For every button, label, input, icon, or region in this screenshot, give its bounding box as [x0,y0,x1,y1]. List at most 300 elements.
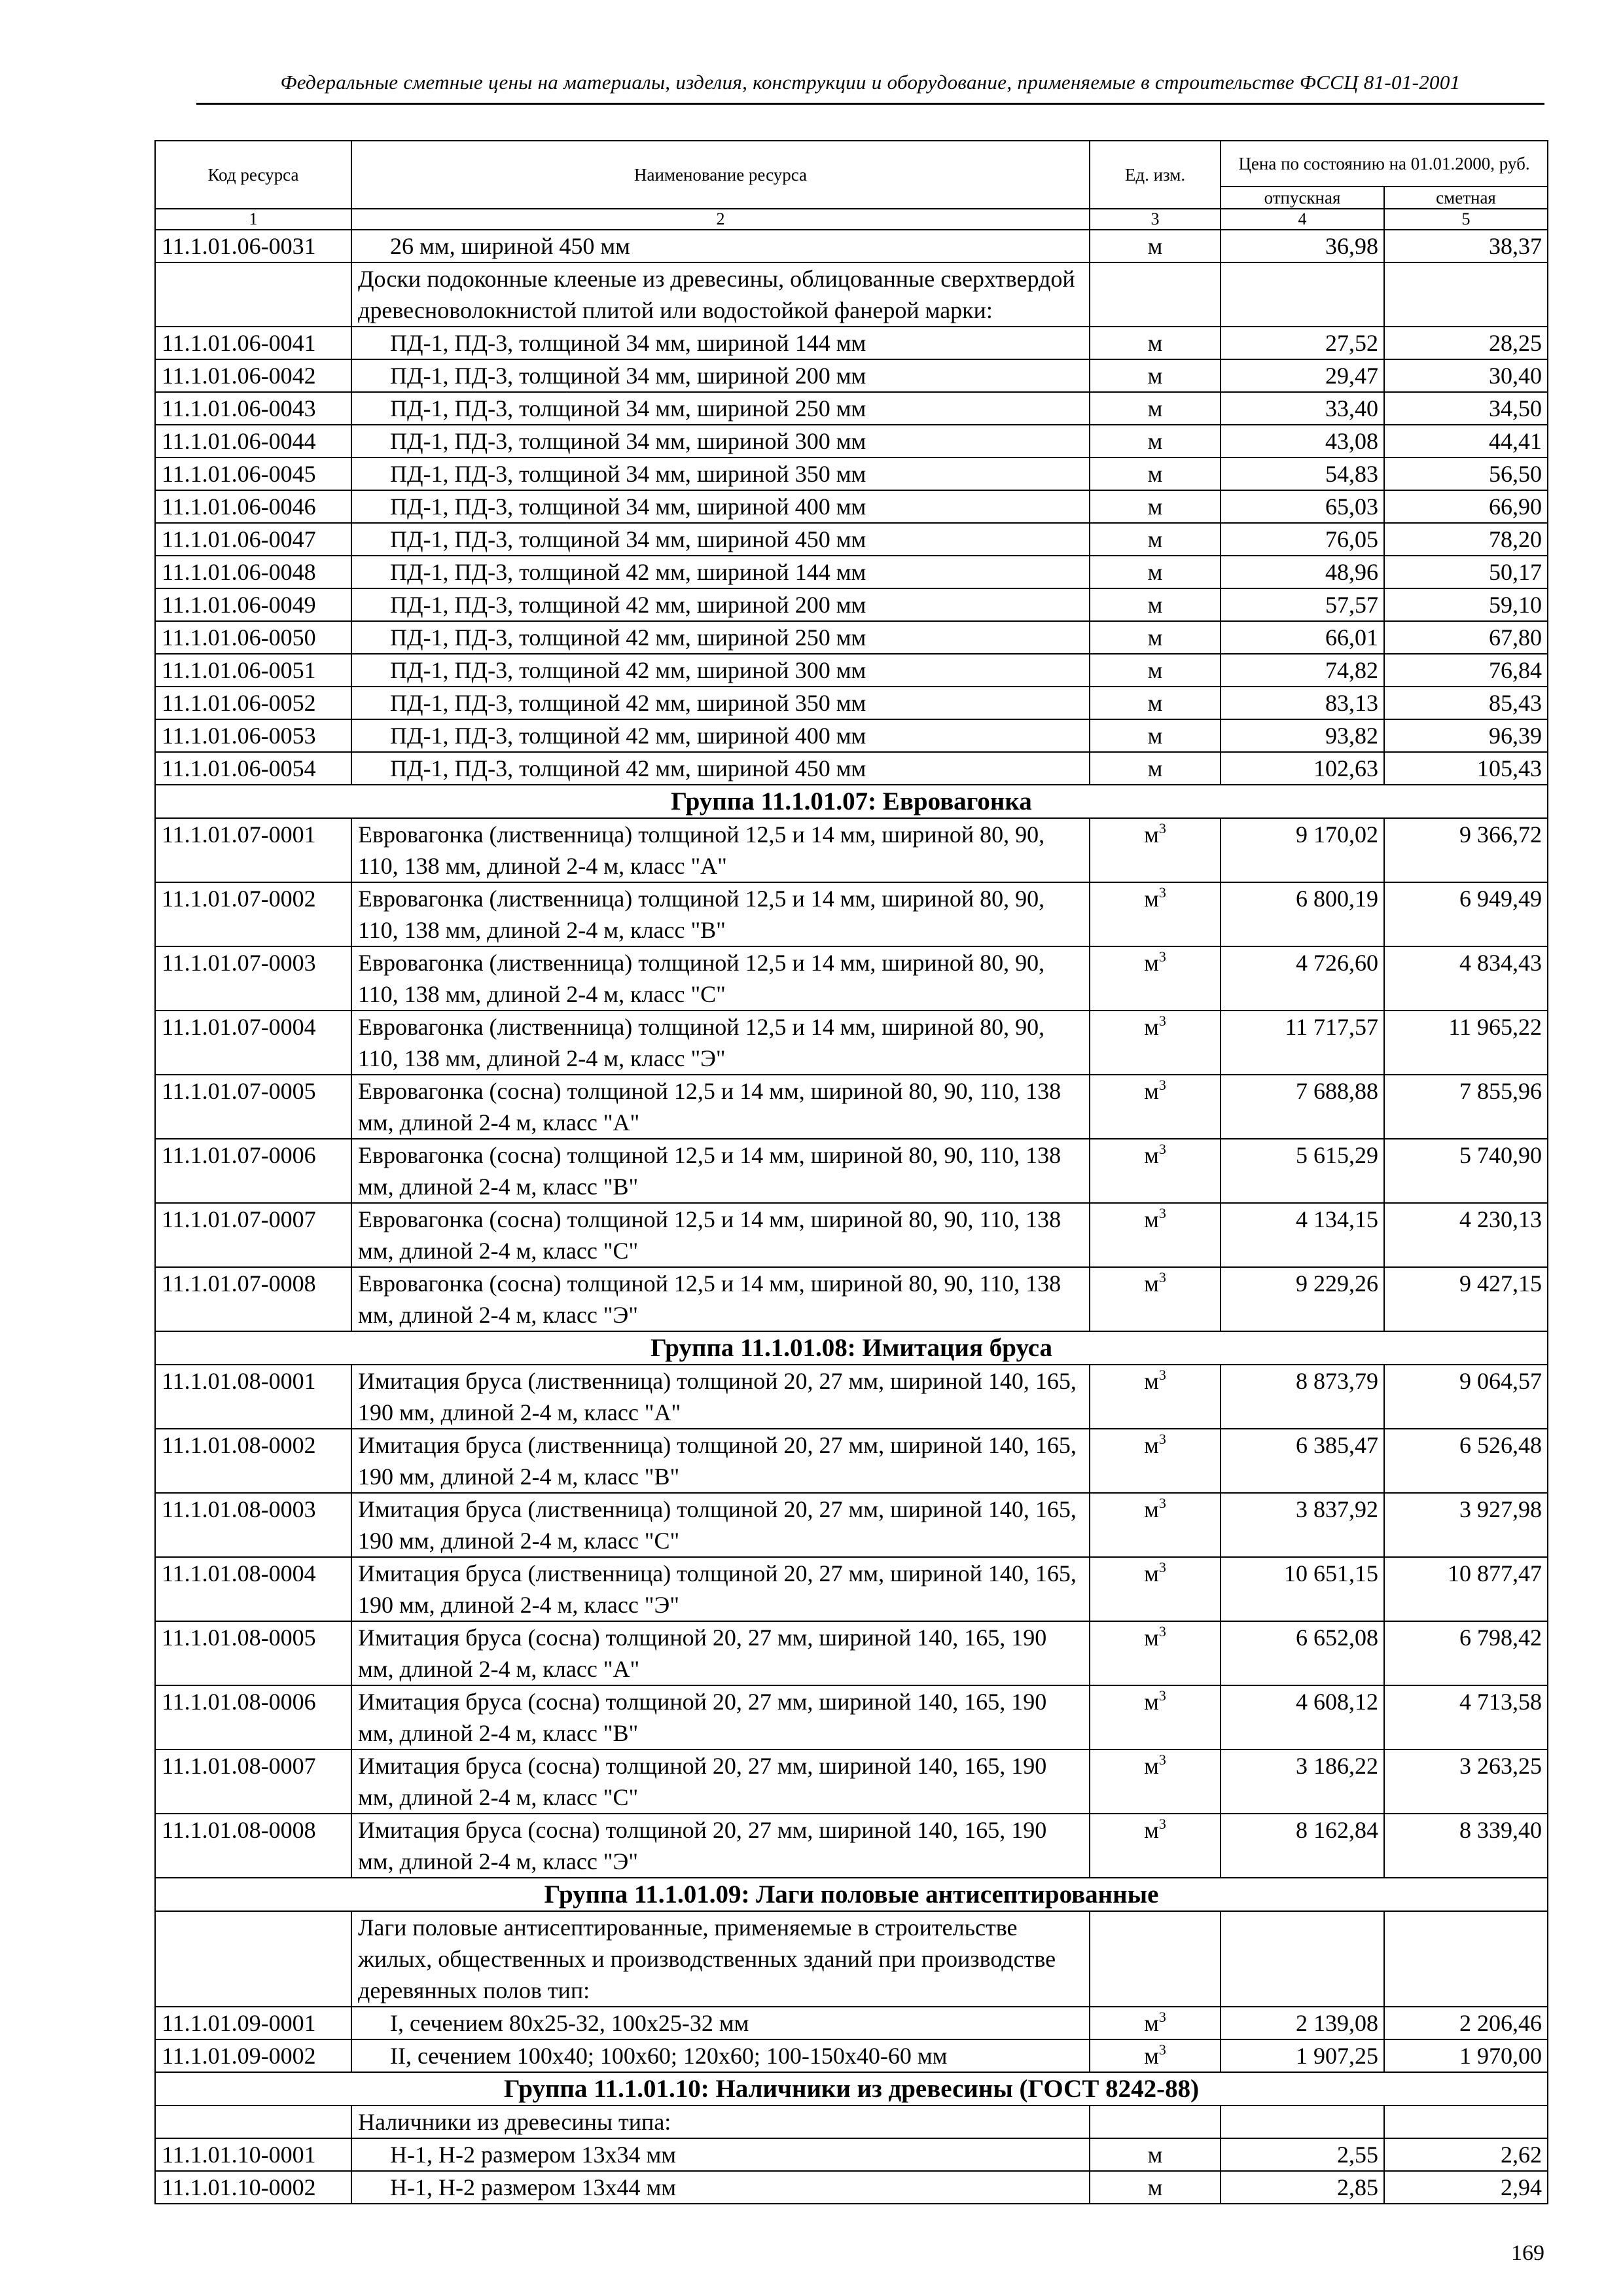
unit-text: м [1147,755,1163,781]
estimate-price: 66,90 [1384,490,1548,523]
estimate-price: 6 526,48 [1384,1429,1548,1493]
release-price: 93,82 [1221,719,1384,752]
group-header-row [155,1878,1548,1911]
resource-code: 11.1.01.06-0044 [155,425,351,457]
unit-of-measure [1090,882,1221,946]
unit-text: м [1144,950,1159,976]
resource-code: 11.1.01.10-0001 [155,2138,351,2171]
unit-text: м [1144,1270,1159,1297]
release-price: 43,08 [1221,425,1384,457]
unit-exponent: 3 [1158,1077,1166,1093]
page-number: 169 [1511,2241,1544,2265]
unit-text: м [1147,461,1163,487]
estimate-price: 38,37 [1384,230,1548,262]
resource-code: 11.1.01.08-0005 [155,1621,351,1685]
resource-name: ПД-1, ПД-3, толщиной 34 мм, шириной 450 мм [351,523,1090,556]
resource-code: 11.1.01.06-0052 [155,687,351,719]
unit-exponent: 3 [1158,948,1166,965]
resource-code: 11.1.01.10-0002 [155,2171,351,2204]
unit-of-measure [1090,588,1221,621]
unit-of-measure [1090,1557,1221,1621]
estimate-price: 8 339,40 [1384,1814,1548,1878]
unit-exponent: 3 [1158,1559,1166,1575]
resource-name: ПД-1, ПД-3, толщиной 42 мм, шириной 250 мм [351,621,1090,654]
unit-of-measure [1090,392,1221,425]
estimate-price: 3 927,98 [1384,1493,1548,1557]
unit-of-measure [1090,359,1221,392]
group-header-row [155,2072,1548,2106]
group-header-row [155,1331,1548,1365]
table-row [155,1139,1548,1203]
resource-name: I, сечением 80х25-32, 100х25-32 мм [351,2007,1090,2039]
release-price-cell [1221,262,1384,327]
release-price: 4 608,12 [1221,1685,1384,1749]
table-row [155,2039,1548,2072]
description-row [155,262,1548,327]
unit-text: м [1144,1206,1159,1232]
unit-of-measure [1090,457,1221,490]
resource-name: ПД-1, ПД-3, толщиной 34 мм, шириной 144 мм [351,327,1090,359]
table-row [155,457,1548,490]
unit-text: м [1144,1560,1159,1587]
unit-text: м [1147,2174,1163,2200]
unit-of-measure [1090,1139,1221,1203]
resource-code: 11.1.01.08-0003 [155,1493,351,1557]
unit-text: м [1147,592,1163,618]
unit-exponent: 3 [1158,1816,1166,1832]
group-title: Группа 11.1.01.09: Лаги половые антисептированные [155,1878,1548,1911]
resource-name: Имитация бруса (сосна) толщиной 20, 27 мм, шириной 140, 165, 190 мм, длиной 2-4 м, класс "А" [351,1621,1090,1685]
estimate-price: 4 230,13 [1384,1203,1548,1267]
unit-text: м [1144,2010,1159,2036]
unit-text: м [1147,330,1163,356]
unit-exponent: 3 [1158,1495,1166,1511]
unit-of-measure [1090,818,1221,882]
resource-name: ПД-1, ПД-3, толщиной 42 мм, шириной 450 мм [351,752,1090,785]
resource-code: 11.1.01.06-0054 [155,752,351,785]
estimate-price: 4 713,58 [1384,1685,1548,1749]
unit-of-measure [1090,230,1221,262]
estimate-price: 76,84 [1384,654,1548,687]
resource-name: Имитация бруса (лиственница) толщиной 20, 27 мм, шириной 140, 165, 190 мм, длиной 2-4 м, класс "А" [351,1365,1090,1429]
release-price: 2,55 [1221,2138,1384,2171]
unit-exponent: 3 [1158,1205,1166,1221]
estimate-price: 9 064,57 [1384,1365,1548,1429]
resource-name: Евровагонка (лиственница) толщиной 12,5 и 14 мм, шириной 80, 90, 110, 138 мм, длиной 2-4 м, класс "В" [351,882,1090,946]
resource-code: 11.1.01.06-0048 [155,556,351,588]
unit-text: м [1147,2142,1163,2168]
resource-code: 11.1.01.08-0006 [155,1685,351,1749]
resource-code: 11.1.01.06-0043 [155,392,351,425]
resource-code-cell [155,2106,351,2138]
unit-text: м [1144,886,1159,912]
estimate-price: 6 798,42 [1384,1621,1548,1685]
unit-of-measure [1090,1267,1221,1331]
unit-of-measure [1090,1365,1221,1429]
resource-code: 11.1.01.06-0047 [155,523,351,556]
resource-code: 11.1.01.09-0001 [155,2007,351,2039]
unit-text: м [1144,1689,1159,1715]
table-row [155,687,1548,719]
table-row [155,523,1548,556]
resource-code: 11.1.01.07-0008 [155,1267,351,1331]
unit-text: м [1144,1624,1159,1651]
unit-cell [1090,262,1221,327]
unit-of-measure [1090,1685,1221,1749]
table-row [155,1365,1548,1429]
table-row [155,621,1548,654]
group-title: Группа 11.1.01.07: Евровагонка [155,785,1548,818]
unit-text: м [1147,657,1163,683]
resource-name: Имитация бруса (сосна) толщиной 20, 27 мм, шириной 140, 165, 190 мм, длиной 2-4 м, класс "В" [351,1685,1090,1749]
table-row [155,719,1548,752]
release-price: 3 837,92 [1221,1493,1384,1557]
release-price: 9 229,26 [1221,1267,1384,1331]
unit-cell [1090,2106,1221,2138]
table-row [155,752,1548,785]
resource-name: Евровагонка (лиственница) толщиной 12,5 и 14 мм, шириной 80, 90, 110, 138 мм, длиной 2-4 м, класс "А" [351,818,1090,882]
estimate-price: 6 949,49 [1384,882,1548,946]
unit-of-measure [1090,1621,1221,1685]
resource-name: ПД-1, ПД-3, толщиной 34 мм, шириной 300 мм [351,425,1090,457]
table-row [155,1493,1548,1557]
table-row [155,1075,1548,1139]
table-row [155,392,1548,425]
resource-name: ПД-1, ПД-3, толщиной 34 мм, шириной 250 мм [351,392,1090,425]
resource-code: 11.1.01.06-0049 [155,588,351,621]
unit-of-measure [1090,1203,1221,1267]
estimate-price: 4 834,43 [1384,946,1548,1011]
resource-code: 11.1.01.08-0008 [155,1814,351,1878]
header-release-price: отпускная [1221,187,1384,209]
release-price-cell [1221,1911,1384,2007]
release-price: 6 800,19 [1221,882,1384,946]
table-row [155,556,1548,588]
resource-name: Имитация бруса (лиственница) толщиной 20, 27 мм, шириной 140, 165, 190 мм, длиной 2-4 м, класс "С" [351,1493,1090,1557]
unit-cell [1090,1911,1221,2007]
unit-text: м [1147,428,1163,454]
table-row [155,1814,1548,1878]
unit-text: м [1144,1432,1159,1458]
resource-code: 11.1.01.06-0045 [155,457,351,490]
release-price: 8 873,79 [1221,1365,1384,1429]
column-number: 1 [155,209,351,230]
unit-of-measure [1090,523,1221,556]
release-price: 33,40 [1221,392,1384,425]
release-price: 83,13 [1221,687,1384,719]
header-price: Цена по состоянию на 01.01.2000, руб. [1221,141,1548,187]
unit-of-measure [1090,327,1221,359]
estimate-price: 78,20 [1384,523,1548,556]
unit-text: м [1147,690,1163,716]
release-price: 57,57 [1221,588,1384,621]
table-row [155,946,1548,1011]
table-row [155,230,1548,262]
unit-of-measure [1090,556,1221,588]
estimate-price: 67,80 [1384,621,1548,654]
release-price: 8 162,84 [1221,1814,1384,1878]
table-row [155,327,1548,359]
unit-text: м [1144,1496,1159,1522]
release-price: 2,85 [1221,2171,1384,2204]
table-row [155,1749,1548,1814]
release-price: 66,01 [1221,621,1384,654]
table-row [155,359,1548,392]
unit-text: м [1144,1368,1159,1394]
unit-exponent: 3 [1158,1431,1166,1447]
resource-code: 11.1.01.06-0053 [155,719,351,752]
release-price: 10 651,15 [1221,1557,1384,1621]
resource-name: ПД-1, ПД-3, толщиной 42 мм, шириной 400 мм [351,719,1090,752]
resource-code-cell [155,1911,351,2007]
unit-text: м [1144,2043,1159,2069]
estimate-price: 85,43 [1384,687,1548,719]
estimate-price: 30,40 [1384,359,1548,392]
estimate-price: 2 206,46 [1384,2007,1548,2039]
unit-of-measure [1090,687,1221,719]
unit-of-measure [1090,1749,1221,1814]
table-row [155,425,1548,457]
resource-name: Евровагонка (сосна) толщиной 12,5 и 14 мм, шириной 80, 90, 110, 138 мм, длиной 2-4 м, класс "А" [351,1075,1090,1139]
description-row [155,2106,1548,2138]
resource-code: 11.1.01.08-0002 [155,1429,351,1493]
resource-name: Евровагонка (сосна) толщиной 12,5 и 14 мм, шириной 80, 90, 110, 138 мм, длиной 2-4 м, класс "В" [351,1139,1090,1203]
group-title: Группа 11.1.01.10: Наличники из древесины (ГОСТ 8242-88) [155,2072,1548,2106]
table-body [155,230,1548,2204]
resource-code: 11.1.01.06-0051 [155,654,351,687]
header-code: Код ресурса [155,141,351,209]
unit-of-measure [1090,425,1221,457]
unit-of-measure [1090,1075,1221,1139]
unit-of-measure [1090,2171,1221,2204]
table-row [155,1011,1548,1075]
unit-of-measure [1090,2039,1221,2072]
unit-of-measure [1090,719,1221,752]
unit-exponent: 3 [1158,1269,1166,1285]
table-row [155,1621,1548,1685]
table-row [155,2007,1548,2039]
estimate-price: 11 965,22 [1384,1011,1548,1075]
resource-code: 11.1.01.06-0050 [155,621,351,654]
estimate-price: 105,43 [1384,752,1548,785]
release-price: 9 170,02 [1221,818,1384,882]
unit-text: м [1147,363,1163,389]
estimate-price: 2,62 [1384,2138,1548,2171]
estimate-price: 96,39 [1384,719,1548,752]
estimate-price: 9 427,15 [1384,1267,1548,1331]
table-row [155,2171,1548,2204]
resource-code: 11.1.01.08-0007 [155,1749,351,1814]
unit-exponent: 3 [1158,2041,1166,2058]
estimate-price: 3 263,25 [1384,1749,1548,1814]
resource-code: 11.1.01.07-0003 [155,946,351,1011]
unit-text: м [1144,1753,1159,1779]
estimate-price: 2,94 [1384,2171,1548,2204]
resource-name: ПД-1, ПД-3, толщиной 42 мм, шириной 350 мм [351,687,1090,719]
unit-text: м [1144,1078,1159,1104]
price-table [154,140,1548,2204]
table-row [155,588,1548,621]
resource-name: ПД-1, ПД-3, толщиной 34 мм, шириной 200 мм [351,359,1090,392]
resource-code: 11.1.01.08-0004 [155,1557,351,1621]
unit-exponent: 3 [1158,2009,1166,2025]
unit-exponent: 3 [1158,884,1166,901]
table-row [155,1429,1548,1493]
release-price: 5 615,29 [1221,1139,1384,1203]
resource-code: 11.1.01.07-0004 [155,1011,351,1075]
unit-text: м [1144,1817,1159,1843]
release-price: 6 652,08 [1221,1621,1384,1685]
unit-exponent: 3 [1158,1751,1166,1768]
unit-text: м [1147,723,1163,749]
resource-code: 11.1.01.07-0006 [155,1139,351,1203]
column-number: 3 [1090,209,1221,230]
column-number: 2 [351,209,1090,230]
resource-description: Доски подоконные клееные из древесины, облицованные сверхтвердой древесноволокнистой плитой или водостойкой фанерой марки: [351,262,1090,327]
unit-text: м [1147,559,1163,585]
estimate-price: 59,10 [1384,588,1548,621]
unit-of-measure [1090,1011,1221,1075]
table-row [155,1557,1548,1621]
release-price: 36,98 [1221,230,1384,262]
table-row [155,490,1548,523]
unit-of-measure [1090,621,1221,654]
unit-of-measure [1090,752,1221,785]
resource-name: Имитация бруса (сосна) толщиной 20, 27 мм, шириной 140, 165, 190 мм, длиной 2-4 м, класс "С" [351,1749,1090,1814]
release-price: 102,63 [1221,752,1384,785]
resource-code: 11.1.01.06-0031 [155,230,351,262]
table-row [155,654,1548,687]
header-unit: Ед. изм. [1090,141,1221,209]
estimate-price-cell [1384,1911,1548,2007]
estimate-price-cell [1384,262,1548,327]
release-price: 11 717,57 [1221,1011,1384,1075]
release-price: 74,82 [1221,654,1384,687]
release-price: 2 139,08 [1221,2007,1384,2039]
header-rule [196,103,1544,105]
resource-code: 11.1.01.06-0042 [155,359,351,392]
running-header: Федеральные сметные цены на материалы, изделия, конструкции и оборудование, применяемые в строительстве ФССЦ 81-01-2001 [280,71,1461,94]
resource-name: Имитация бруса (сосна) толщиной 20, 27 мм, шириной 140, 165, 190 мм, длиной 2-4 м, класс "Э" [351,1814,1090,1878]
release-price: 54,83 [1221,457,1384,490]
unit-of-measure [1090,2138,1221,2171]
unit-exponent: 3 [1158,820,1166,836]
resource-code: 11.1.01.06-0046 [155,490,351,523]
unit-text: м [1147,395,1163,422]
unit-exponent: 3 [1158,1623,1166,1640]
release-price: 7 688,88 [1221,1075,1384,1139]
unit-of-measure [1090,1814,1221,1878]
unit-text: м [1147,624,1163,651]
estimate-price: 5 740,90 [1384,1139,1548,1203]
estimate-price: 1 970,00 [1384,2039,1548,2072]
resource-code: 11.1.01.09-0002 [155,2039,351,2072]
unit-of-measure [1090,1493,1221,1557]
estimate-price: 10 877,47 [1384,1557,1548,1621]
resource-code: 11.1.01.07-0007 [155,1203,351,1267]
resource-name: ПД-1, ПД-3, толщиной 42 мм, шириной 200 мм [351,588,1090,621]
resource-name: Евровагонка (лиственница) толщиной 12,5 и 14 мм, шириной 80, 90, 110, 138 мм, длиной 2-4 м, класс "С" [351,946,1090,1011]
unit-text: м [1144,1014,1159,1040]
unit-exponent: 3 [1158,1687,1166,1704]
group-title: Группа 11.1.01.08: Имитация бруса [155,1331,1548,1365]
resource-code-cell [155,262,351,327]
unit-exponent: 3 [1158,1367,1166,1383]
header-name: Наименование ресурса [351,141,1090,209]
resource-description: Лаги половые антисептированные, применяемые в строительстве жилых, общественных и производственных зданий при производстве деревянных полов тип: [351,1911,1090,2007]
release-price: 29,47 [1221,359,1384,392]
unit-of-measure [1090,654,1221,687]
estimate-price: 56,50 [1384,457,1548,490]
unit-of-measure [1090,2007,1221,2039]
resource-name: Евровагонка (сосна) толщиной 12,5 и 14 мм, шириной 80, 90, 110, 138 мм, длиной 2-4 м, класс "С" [351,1203,1090,1267]
resource-name: ПД-1, ПД-3, толщиной 34 мм, шириной 400 мм [351,490,1090,523]
estimate-price: 50,17 [1384,556,1548,588]
header-estimate-price: сметная [1384,187,1548,209]
estimate-price-cell [1384,2106,1548,2138]
unit-of-measure [1090,1429,1221,1493]
unit-text: м [1147,526,1163,552]
resource-code: 11.1.01.07-0005 [155,1075,351,1139]
unit-exponent: 3 [1158,1141,1166,1157]
release-price-cell [1221,2106,1384,2138]
column-number: 4 [1221,209,1384,230]
resource-code: 11.1.01.07-0001 [155,818,351,882]
resource-name: Имитация бруса (лиственница) толщиной 20, 27 мм, шириной 140, 165, 190 мм, длиной 2-4 м, класс "Э" [351,1557,1090,1621]
release-price: 27,52 [1221,327,1384,359]
unit-text: м [1144,1142,1159,1168]
estimate-price: 34,50 [1384,392,1548,425]
group-header-row [155,785,1548,818]
unit-of-measure [1090,946,1221,1011]
resource-name: Евровагонка (лиственница) толщиной 12,5 и 14 мм, шириной 80, 90, 110, 138 мм, длиной 2-4 м, класс "Э" [351,1011,1090,1075]
table-row [155,1267,1548,1331]
release-price: 4 134,15 [1221,1203,1384,1267]
release-price: 1 907,25 [1221,2039,1384,2072]
resource-code: 11.1.01.08-0001 [155,1365,351,1429]
unit-text: м [1144,821,1159,848]
resource-code: 11.1.01.07-0002 [155,882,351,946]
resource-name: ПД-1, ПД-3, толщиной 42 мм, шириной 300 мм [351,654,1090,687]
unit-text: м [1147,233,1163,259]
table-row [155,882,1548,946]
column-number: 5 [1384,209,1548,230]
resource-name: ПД-1, ПД-3, толщиной 42 мм, шириной 144 мм [351,556,1090,588]
unit-of-measure [1090,490,1221,523]
estimate-price: 28,25 [1384,327,1548,359]
table-row [155,1685,1548,1749]
release-price: 76,05 [1221,523,1384,556]
estimate-price: 9 366,72 [1384,818,1548,882]
resource-code: 11.1.01.06-0041 [155,327,351,359]
estimate-price: 44,41 [1384,425,1548,457]
estimate-price: 7 855,96 [1384,1075,1548,1139]
release-price: 48,96 [1221,556,1384,588]
unit-text: м [1147,493,1163,520]
resource-name: Евровагонка (сосна) толщиной 12,5 и 14 мм, шириной 80, 90, 110, 138 мм, длиной 2-4 м, класс "Э" [351,1267,1090,1331]
resource-name: ПД-1, ПД-3, толщиной 34 мм, шириной 350 мм [351,457,1090,490]
resource-name: Имитация бруса (лиственница) толщиной 20, 27 мм, шириной 140, 165, 190 мм, длиной 2-4 м, класс "В" [351,1429,1090,1493]
release-price: 4 726,60 [1221,946,1384,1011]
resource-name: Н-1, Н-2 размером 13х34 мм [351,2138,1090,2171]
release-price: 3 186,22 [1221,1749,1384,1814]
resource-name: 26 мм, шириной 450 мм [351,230,1090,262]
resource-name: II, сечением 100х40; 100х60; 120х60; 100-150х40-60 мм [351,2039,1090,2072]
release-price: 6 385,47 [1221,1429,1384,1493]
table-row [155,1203,1548,1267]
unit-exponent: 3 [1158,1013,1166,1029]
resource-description: Наличники из древесины типа: [351,2106,1090,2138]
